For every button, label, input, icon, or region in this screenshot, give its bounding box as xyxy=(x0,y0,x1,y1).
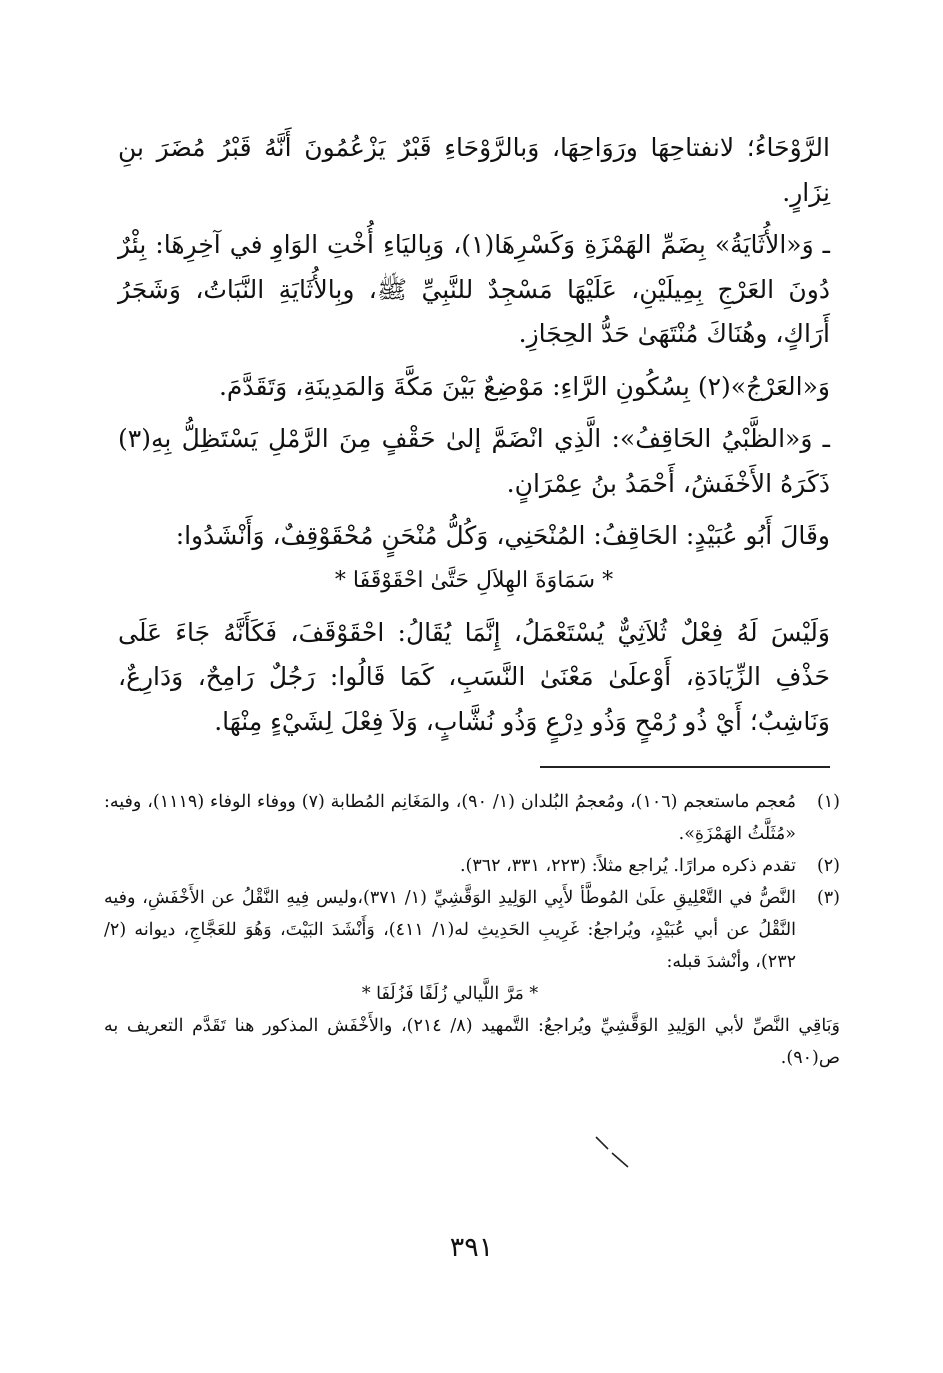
paragraph-arj: وَ«العَرْجُ»(٢) بِسُكُونِ الرَّاءِ: مَوْضِعٌ بَيْنَ مَكَّةَ وَالمَدِينَةِ، وَتَقَدَّمَ. xyxy=(218,371,830,401)
page-number: ٣٩١ xyxy=(449,1232,494,1263)
footnotes xyxy=(104,786,840,1074)
footnote-3-text: النَّصُّ في التَّعْلِيقِ علَىٰ المُوطَّأ لأَبِي الوَلِيدِ الوَقَّشِيِّ (١/ ٣٧١)،وليس فِيهِ النَّقْلُ عن الأَخْفَشِ، وفيه النَّقْلُ عن أبي عُبَيْدٍ، ويُراجعُ: غَرِيبِ الحَدِيثِ له(١/ ٤١١)، وَأَنْشَدَ البَيْتَ، وَهُوَ للعَجَّاجِ، ديوانه (٢/ ٢٣٢)، وأنْشدَ قبله: xyxy=(104,888,796,972)
footnote-3-continuation: وَبَاقِي النَّصِّ لأبي الوَلِيدِ الوَقَّشِيِّ ويُراجعُ: التَّمهيد (٨/ ٢١٤)، والأَخْفَش المذكور هنا تَقَدَّم التعريف به ص(٩٠). xyxy=(104,1016,840,1068)
footnote-number: (٢) xyxy=(816,856,840,876)
footnote-number: (٣) xyxy=(816,888,840,908)
footnote-verse: * مَرَّ اللَّيالي زُلَفًا فَزُلَفَا * xyxy=(361,984,539,1004)
paragraph-abu-ubaid: وقَالَ أَبُو عُبَيْدٍ: الحَاقِفُ: المُنْحَنِي، وَكُلُّ مُنْحَنٍ مُحْقَوْقِفٌ، وَأَنْشَدُوا: xyxy=(175,521,830,550)
footnote-2 xyxy=(104,850,840,882)
footnote-number: (١) xyxy=(816,792,840,812)
footnote-text: تقدم ذكره مرارًا. يُراجع مثلاً: (٢٢٣، ٣٣١، ٣٦٢). xyxy=(459,856,796,876)
footnote-3 xyxy=(104,882,840,1010)
paragraph-uthaya: ـ وَ«الأُثَايَةُ» بِضَمِّ الهَمْزَةِ وَكَسْرِهَا(١)، وَبِاليَاءِ أُخْتِ الوَاوِ في آخِرِهَا: بِئْرٌ دُونَ العَرْجِ بِمِيلَيْنِ، عَلَيْهَا مَسْجِدٌ للنَّبِيِّ ﷺ، وبِالأُثَايَةِ النَّبَاتُ، وَشَجَرُ أَرَاكٍ، وهُنَاكَ مُنْتَهَىٰ حَدُّ الحِجَازِ. xyxy=(118,230,831,348)
verse-line: * سَمَاوَةَ الهِلاَلِ حَتَّىٰ احْقَوْقَفَا * xyxy=(334,567,614,593)
footnote-1 xyxy=(104,786,840,850)
paragraph-hakif: ـ وَ«الظَّبْيُ الحَاقِفُ»: الَّذِي انْضَمَّ إلىٰ حَقْفٍ مِنَ الرَّمْلِ يَسْتَظِلُّ بِهِ(٣) ذَكَرَهُ الأَخْفَشُ، أَحْمَدُ بنُ عِمْرَانٍ. xyxy=(118,424,830,498)
footnote-text: مُعجم ماستعجم (١٠٦)، ومُعجمُ البُلدان (١/ ٩٠)، والمَغَانِم المُطابة (٧) ووفاء الوفاء (١١١٩)، وفيه: «مُثَلَّثُ الهَمْزَةِ». xyxy=(104,792,796,844)
paragraph-closing: وَلَيْسَ لَهُ فِعْلٌ ثُلاَثِيٌّ يُسْتَعْمَلُ، إِنَّمَا يُقَالُ: احْقَوْقَفَ، فَكَأَنَّهُ جَاءَ عَلَى حَذْفِ الزِّيَادَةِ، أَوْعلَىٰ مَعْنَىٰ النَّسَبِ، كَمَا قَالُوا: رَجُلٌ رَامِحٌ، وَدَارِعٌ، وَنَاشِبٌ؛ أَيْ ذُو رُمْحٍ وَذُو دِرْعٍ وَذُو نُشَّابٍ، وَلاَ فِعْلَ لِشَيْءٍ مِنْهَا. xyxy=(118,617,830,736)
footnote-separator xyxy=(540,766,830,768)
main-text xyxy=(118,126,830,744)
paragraph-rawha: الرَّوْحَاءُ؛ لانفتاحِهَا ورَوَاحِهَا، وَبالرَّوْحَاءِ قَبْرٌ يَزْعُمُونَ أَنَّهُ قَبْرُ مُضَرَ بنِ نِزَارٍ. xyxy=(118,133,830,207)
pen-mark-icon xyxy=(594,1135,630,1169)
footnote-text xyxy=(104,882,796,1010)
